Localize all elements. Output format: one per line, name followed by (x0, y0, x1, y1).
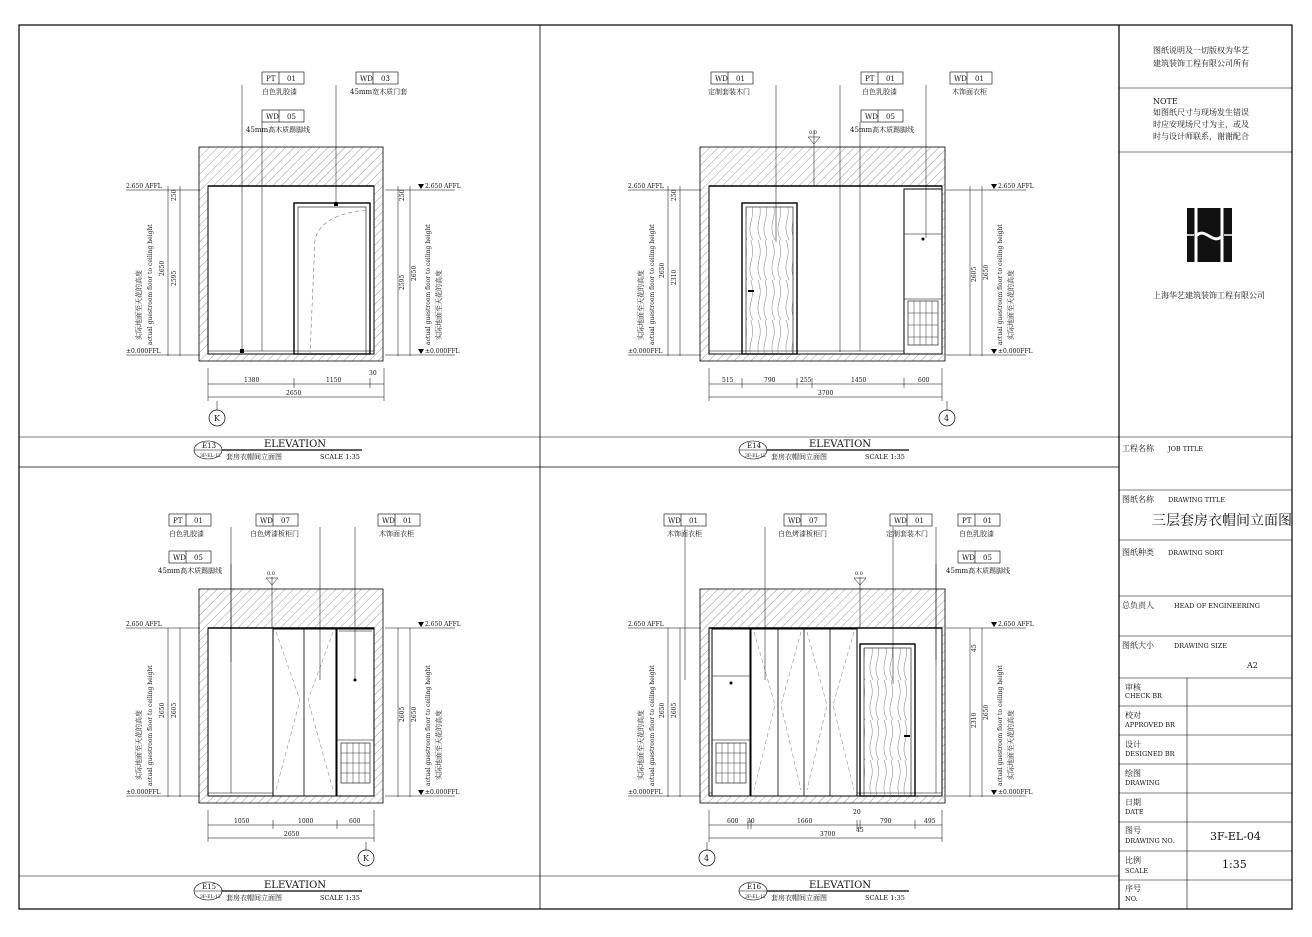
drawing-text: 790 (880, 818, 892, 825)
elevation-e16 (628, 514, 1034, 902)
wardrobe (712, 629, 750, 796)
drawing-text: 255 (800, 377, 812, 384)
drawing-text: 木饰面衣柜 (667, 530, 702, 538)
drawing-text: 2310 (971, 712, 978, 728)
drawing-text: 2650 (659, 702, 666, 718)
dim-right: 2650 (411, 265, 418, 281)
tag-code: PT (266, 75, 276, 83)
check-cn: 审核 (1125, 683, 1141, 692)
drawing-text: ELEVATION (264, 880, 327, 891)
dim-bottom: 1380 (244, 377, 260, 384)
door-leaf (746, 207, 793, 354)
sequence-en: NO. (1125, 895, 1138, 903)
drawing-text: actual guestroom floor to ceiling height (997, 224, 1004, 345)
drawing-text: ±0.000FFL (126, 789, 161, 796)
material-tag-wd05 (946, 551, 1010, 575)
approved-cn: 校对 (1125, 711, 1141, 720)
drawing-text: 515 (722, 377, 734, 384)
height-note-cn: 实际地面至天花的高度 (135, 270, 143, 340)
drawing-text: 01 (689, 517, 698, 525)
drawing-text: 495 (924, 818, 936, 825)
material-tag-wd07 (778, 514, 827, 538)
drawing-text: 1450 (851, 377, 867, 384)
drawing-text: 2.650 AFFL (628, 621, 664, 628)
drawing-no-value: 3F-EL-04 (1210, 830, 1261, 843)
drawing-text: K (363, 854, 369, 863)
drawing-text: 白色乳胶漆 (169, 530, 204, 538)
sequence-cn: 序号 (1125, 884, 1141, 893)
head-engineering-cn: 总负责人 (1122, 601, 1154, 610)
drawing-text: 2650 (284, 831, 300, 838)
drawing-text: 600 (349, 818, 361, 825)
elevation-subtitle: 套房衣帽间立面图 (226, 453, 282, 461)
drawing-text: 01 (194, 517, 203, 525)
height-note-en: actual guestroom floor to ceiling height (425, 224, 432, 345)
dim-left: 2650 (159, 260, 166, 276)
ceiling-height-mark: 0.0 (809, 130, 817, 136)
drawing-text: 2650 (159, 702, 166, 718)
material-tag-wd05 (158, 551, 222, 575)
note-line-1: 如图纸尺寸与现场发生错误 (1153, 108, 1249, 117)
drawing-text: 2.650 AFFL (628, 183, 664, 190)
drawing-text: 套房衣帽间立面图 (226, 894, 282, 902)
material-tag-wd01-wardrobe (664, 514, 706, 538)
drawing-title-cn: 图纸名称 (1122, 495, 1154, 504)
drawing-text: actual guestroom floor to ceiling height (147, 665, 154, 786)
drawing-text: 2605 (971, 266, 978, 282)
drawing-text: WD (382, 517, 395, 525)
tag-label: 45mm高木质踢脚线 (246, 126, 311, 134)
note-line-2: 时应安现场尺寸为主，或及 (1153, 120, 1249, 129)
drawing-text: 05 (886, 113, 895, 121)
drawing-text: ±0.000FFL (628, 348, 663, 355)
drawing-text: SCALE 1:35 (865, 453, 905, 461)
tag-code: WD (360, 75, 373, 83)
drawing-text: 实际地面至天花的高度 (637, 270, 645, 340)
wardrobe (904, 189, 942, 354)
drawing-text: 3F-EL-12 (200, 895, 221, 900)
dim-right: 2595 (399, 274, 406, 290)
drawing-text: E14 (747, 442, 762, 450)
date-en: DATE (1125, 808, 1144, 816)
copyright-line-2: 建筑装饰工程有限公司所有 (1153, 59, 1249, 68)
drawing-text: E15 (202, 883, 217, 891)
drawing-text: 定制套装木门 (886, 530, 928, 538)
drawing-size-cn: 图纸大小 (1122, 641, 1154, 650)
level-bottom-label: ±0.000FFL (126, 348, 161, 355)
dim-right: 250 (399, 189, 406, 201)
drawing-text: 套房衣帽间立面图 (771, 894, 827, 902)
leader-arrow (334, 202, 338, 206)
drawing-text: 套房衣帽间立面图 (771, 453, 827, 461)
tag-number: 03 (381, 75, 390, 83)
drawing-text: 实际地面至天花的高度 (1007, 710, 1015, 780)
drawing-text: 01 (403, 517, 412, 525)
drawing-text: 1050 (234, 818, 250, 825)
drawing-text: 790 (764, 377, 776, 384)
company-logo (1187, 208, 1232, 262)
designed-cn: 设计 (1125, 740, 1141, 749)
elevation-scale: SCALE 1:35 (320, 453, 360, 461)
drawing-sort-cn: 图纸种类 (1122, 548, 1154, 557)
drawing-text: 实际地面至天花的高度 (637, 710, 645, 780)
height-note-cn: 实际地面至天花的高度 (435, 270, 443, 340)
drawing-text: 白色乳胶漆 (959, 530, 994, 538)
drawing-no-cn: 图号 (1125, 826, 1141, 835)
material-tag-pt01 (861, 72, 903, 96)
drawing-title-value: 三层套房衣帽间立面图 (1152, 513, 1292, 529)
drawing-text: 4 (704, 854, 710, 863)
drawing-size-value: A2 (1247, 661, 1258, 670)
drawing-text: PT (865, 75, 875, 83)
dim-left: 2595 (171, 270, 178, 286)
drawing-text: 2650 (411, 706, 418, 722)
company-name: 上海华艺建筑装饰工程有限公司 (1153, 291, 1265, 300)
material-tag-wd05 (246, 110, 310, 134)
drawing-text: WD (962, 554, 975, 562)
elevation-e14 (628, 72, 1034, 461)
material-tag-pt01 (169, 514, 211, 538)
drawing-text: 01 (915, 517, 924, 525)
drawing-text: 600 (918, 377, 930, 384)
dim-total: 2650 (286, 390, 302, 397)
drawing-text: 2605 (399, 706, 406, 722)
drawing-by-cn: 绘图 (1125, 769, 1141, 778)
drawing-text: actual guestroom floor to ceiling height (997, 665, 1004, 786)
note-label: NOTE (1153, 97, 1178, 106)
drawing-text: 3700 (820, 831, 836, 838)
material-tag-wd05 (850, 110, 914, 134)
drawing-text: 木饰面衣柜 (952, 88, 987, 96)
drawing-text: 2650 (983, 264, 990, 280)
copyright-line-1: 图纸说明及一切版权为华艺 (1153, 46, 1249, 55)
room-interior (208, 186, 374, 354)
drawing-text: 01 (736, 75, 745, 83)
door-handle (748, 290, 754, 292)
tag-label: 45mm宽木质门套 (350, 88, 408, 96)
drawing-text: 45mm高木质踢脚线 (850, 126, 915, 134)
drawing-text: E16 (747, 883, 762, 891)
tag-number: 01 (287, 75, 296, 83)
material-tag-wd01-door (708, 72, 753, 96)
drawing-text: 01 (975, 75, 984, 83)
level-top-label: 2.650 AFFL (126, 183, 162, 190)
drawing-text: WD (894, 517, 907, 525)
drawing-text: 0.0 (855, 571, 863, 577)
material-tag-wd01-wardrobe (378, 514, 420, 538)
drawing-text: 定制套装木门 (708, 88, 750, 96)
wardrobe-doors (273, 629, 336, 796)
drawing-text: 07 (809, 517, 818, 525)
drawing-text: PT (173, 517, 183, 525)
drawing-text: 实际地面至天花的高度 (1007, 270, 1015, 340)
elevation-e13 (126, 72, 461, 461)
drawing-text: 3700 (818, 390, 834, 397)
material-tag-wd03 (350, 72, 407, 96)
drawing-text: 600 (727, 818, 739, 825)
drawing-text: 45 (971, 644, 978, 652)
drawing-text: ELEVATION (809, 439, 872, 450)
drawing-text: 250 (671, 189, 678, 201)
drawing-text: 2.650 AFFL (998, 621, 1034, 628)
check-en: CHECK BR (1125, 692, 1162, 700)
drawing-text: 45mm高木质踢脚线 (158, 567, 223, 575)
drawing-text: WD (668, 517, 681, 525)
drawing-text: 白色烤漆板柜门 (778, 530, 827, 538)
level-top-label: 2.650 AFFL (425, 183, 461, 190)
drawing-text: ±0.000FFL (628, 789, 663, 796)
dim-bottom: 30 (369, 370, 377, 377)
drawing-size-en: DRAWING SIZE (1174, 642, 1228, 650)
drawing-text: 01 (886, 75, 895, 83)
head-engineering-en: HEAD OF ENGINEERING (1174, 602, 1261, 610)
drawing-text: 30 (747, 818, 755, 825)
drawing-by-en: DRAWING (1125, 779, 1160, 787)
drawing-text: 2310 (671, 269, 678, 285)
grid-label: K (214, 414, 220, 423)
drawing-text: ±0.000FFL (998, 789, 1033, 796)
drawing-text: 2605 (671, 702, 678, 718)
material-tag-wd01-door (886, 514, 932, 538)
drawing-text: 实际地面至天花的高度 (135, 710, 143, 780)
dim-left: 250 (171, 189, 178, 201)
drawing-text: 45 (856, 827, 864, 834)
drawing-text: 45mm高木质踢脚线 (946, 567, 1011, 575)
drawing-text: ±0.000FFL (998, 348, 1033, 355)
drawing-no-en: DRAWING NO. (1125, 837, 1175, 845)
drawing-text: 4 (944, 414, 950, 423)
drawing-text: 01 (983, 517, 992, 525)
drawing-text: WD (788, 517, 801, 525)
height-note-en: actual guestroom floor to ceiling height (147, 224, 154, 345)
designed-en: DESIGNED BR (1125, 750, 1175, 758)
leader-arrow (240, 349, 244, 353)
tag-label: 白色乳胶漆 (262, 88, 297, 96)
drawing-text: 20 (853, 809, 861, 816)
drawing-title-en: DRAWING TITLE (1168, 496, 1226, 504)
drawing-text: 2605 (171, 702, 178, 718)
tag-number: 05 (287, 113, 296, 121)
material-tag-wd07 (250, 514, 299, 538)
drawing-text: ELEVATION (809, 880, 872, 891)
tag-code: WD (266, 113, 279, 121)
note-line-3: 时与设计师联系，谢谢配合 (1153, 132, 1249, 141)
drawing-text: 07 (281, 517, 290, 525)
wardrobe (337, 629, 374, 796)
drawing-text: 2.650 AFFL (425, 621, 461, 628)
drawing-text: 2650 (983, 704, 990, 720)
drawing-text: ±0.000FFL (425, 789, 460, 796)
drawing-text: WD (260, 517, 273, 525)
drawing-text: actual guestroom floor to ceiling height (649, 224, 656, 345)
door-leaf (864, 648, 911, 796)
scale-en: SCALE (1125, 867, 1149, 875)
drawing-text: 白色烤漆板柜门 (250, 530, 299, 538)
elevation-title: ELEVATION (264, 439, 327, 450)
drawing-text: WD (865, 113, 878, 121)
drawing-text: 2650 (659, 262, 666, 278)
level-bottom-label: ±0.000FFL (425, 348, 460, 355)
scale-cn: 比例 (1125, 856, 1141, 865)
drawing-text: 05 (194, 554, 203, 562)
job-title-en: JOB TITLE (1168, 445, 1204, 453)
scale-value: 1:35 (1222, 858, 1247, 871)
drawing-text: 2.650 AFFL (998, 183, 1034, 190)
drawing-text: WD (715, 75, 728, 83)
drawing-text: 05 (983, 554, 992, 562)
approved-en: APPROVED BR (1125, 721, 1175, 729)
material-tag-wd01-wardrobe (950, 72, 992, 96)
drawing-text: actual guestroom floor to ceiling height (649, 665, 656, 786)
drawing-text: 2.650 AFFL (126, 621, 162, 628)
date-cn: 日期 (1125, 798, 1141, 807)
drawing-text: 0.0 (267, 571, 275, 577)
material-tag-pt01 (958, 514, 1000, 538)
drawing-text: 木饰面衣柜 (379, 530, 414, 538)
drawing-text: SCALE 1:35 (320, 894, 360, 902)
drawing-text: 1660 (797, 818, 813, 825)
drawing-text: PT (962, 517, 972, 525)
drawing-text: WD (173, 554, 186, 562)
drawing-text: 3F-EL-12 (745, 895, 766, 900)
drawing-text: 3F-EL-12 (745, 454, 766, 459)
drawing-text: WD (954, 75, 967, 83)
drawing-sort-en: DRAWING SORT (1168, 549, 1224, 557)
job-title-cn: 工程名称 (1122, 444, 1154, 453)
sheet-ref: 3F-EL-12 (200, 454, 221, 459)
material-tag-pt01 (262, 72, 304, 96)
drawing-text: actual guestroom floor to ceiling height (425, 665, 432, 786)
drawing-text: SCALE 1:35 (865, 894, 905, 902)
elevation-id: E13 (202, 442, 217, 450)
drawing-text: 白色乳胶漆 (862, 88, 897, 96)
drawing-text: 1000 (298, 818, 314, 825)
elevation-e15 (126, 514, 461, 902)
dim-bottom: 1150 (326, 377, 342, 384)
drawing-text: 实际地面至天花的高度 (435, 710, 443, 780)
